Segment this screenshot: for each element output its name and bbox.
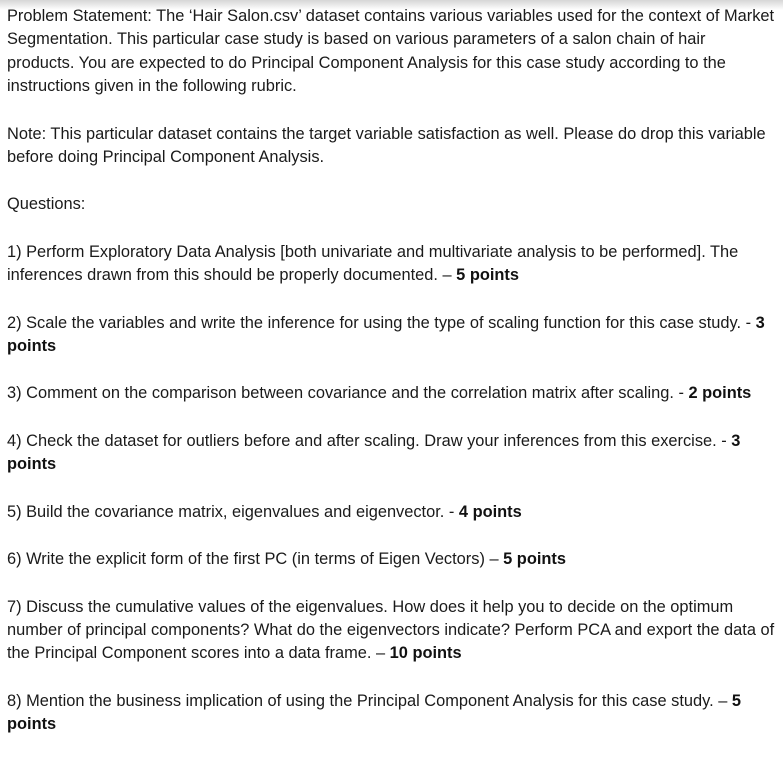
question-item (7, 690, 777, 737)
question-points: 3 points (7, 431, 741, 474)
question-item (7, 312, 777, 359)
question-item (7, 548, 777, 571)
question-points: 4 points (458, 502, 522, 521)
question-text: 4) Check the dataset for outliers before and after scaling. Draw your inferences from this exercise. - (7, 431, 732, 450)
question-points: 5 points (7, 691, 742, 734)
question-item (7, 596, 777, 666)
question-points: 10 points (389, 644, 462, 663)
document-body (7, 5, 777, 761)
question-text: 2) Scale the variables and write the inference for using the type of scaling function for this case study. - (7, 313, 756, 332)
questions-heading: Questions: (7, 195, 86, 214)
question-text: 6) Write the explicit form of the first PC (in terms of Eigen Vectors) – (7, 550, 504, 569)
problem-statement: Problem Statement: The ‘Hair Salon.csv’ dataset contains various variables used for the context of Market Segmentation. This particular case study is based on various parameters of a salon chain of hair products. You are expected to do Principal Component Analysis for this case study according to the instructions given in the following rubric. (7, 7, 775, 96)
note-paragraph: Note: This particular dataset contains the target variable satisfaction as well. Please do drop this variable before doing Principal Component Analysis. (7, 124, 766, 167)
question-item (7, 241, 777, 288)
question-text: 1) Perform Exploratory Data Analysis [both univariate and multivariate analysis to be performed]. The inferences drawn from this should be properly documented. – (7, 242, 739, 285)
question-points: 5 points (456, 266, 520, 285)
question-points: 2 points (688, 384, 752, 403)
question-text: 3) Comment on the comparison between covariance and the correlation matrix after scaling. - (7, 384, 689, 403)
question-text: 8) Mention the business implication of using the Principal Component Analysis for this case study. – (7, 691, 732, 710)
question-text: 5) Build the covariance matrix, eigenvalues and eigenvector. - (7, 502, 459, 521)
question-points: 5 points (503, 550, 566, 569)
question-text: 7) Discuss the cumulative values of the eigenvalues. How does it help you to decide on the optimum number of principal components? What do the eigenvectors indicate? Perform PCA and export the data of the Principal Component scores into a data frame. – (7, 597, 775, 663)
question-item (7, 382, 777, 405)
question-item (7, 430, 777, 477)
question-points: 3 points (7, 313, 765, 356)
question-item (7, 501, 777, 524)
